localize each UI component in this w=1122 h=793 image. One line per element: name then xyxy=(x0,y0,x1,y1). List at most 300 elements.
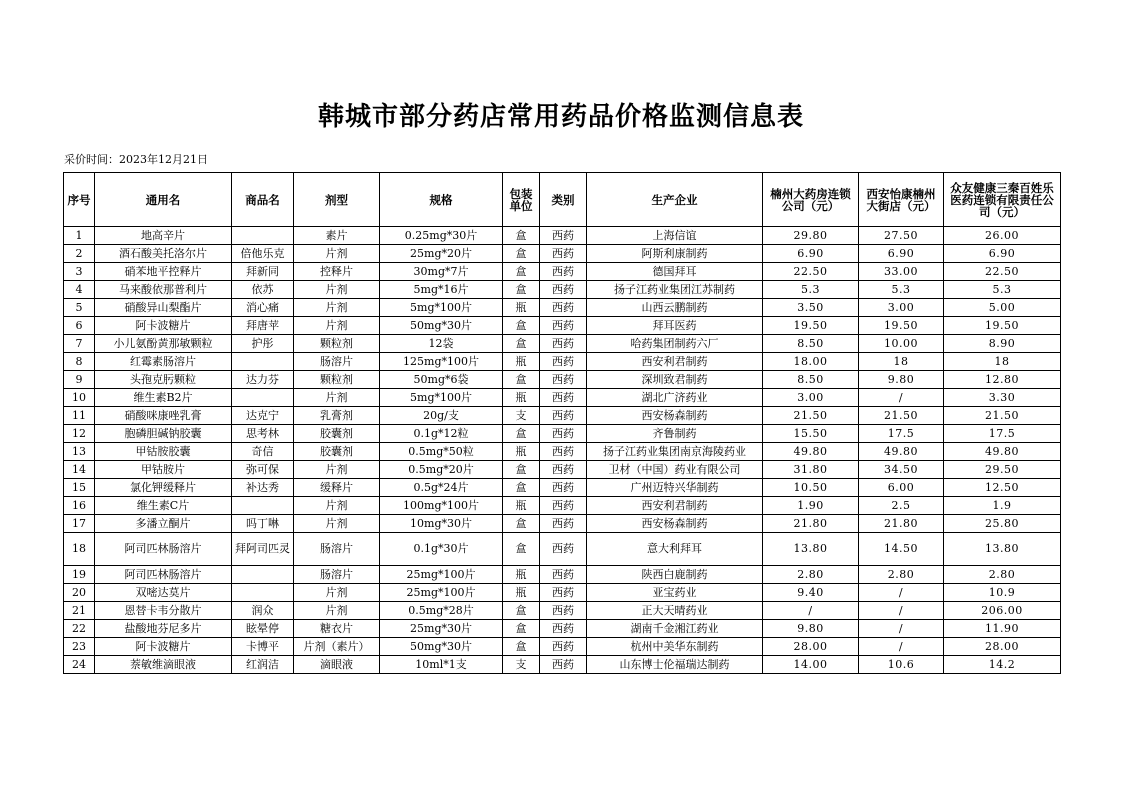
generic-name-cell: 阿司匹林肠溶片 xyxy=(95,533,232,566)
row-index-cell: 5 xyxy=(64,299,95,317)
col-store2-header: 西安怡康楠州大街店（元） xyxy=(859,173,944,227)
table-row xyxy=(64,515,1061,533)
col-store1-header: 楠州大药房连锁公司（元） xyxy=(763,173,859,227)
package-unit-cell: 盒 xyxy=(503,245,540,263)
package-unit-cell: 支 xyxy=(503,407,540,425)
category-cell: 西药 xyxy=(540,566,587,584)
price-store1-cell: 18.00 xyxy=(763,353,859,371)
dosage-form-cell: 片剂 xyxy=(294,317,380,335)
category-cell: 西药 xyxy=(540,227,587,245)
brand-name-cell xyxy=(232,227,294,245)
brand-name-cell: 达克宁 xyxy=(232,407,294,425)
manufacturer-cell: 哈药集团制药六厂 xyxy=(587,335,763,353)
dosage-form-cell: 肠溶片 xyxy=(294,566,380,584)
package-unit-cell: 盒 xyxy=(503,227,540,245)
generic-name-cell: 多潘立酮片 xyxy=(95,515,232,533)
brand-name-cell: 护彤 xyxy=(232,335,294,353)
brand-name-cell: 达力芬 xyxy=(232,371,294,389)
specification-cell: 0.5mg*28片 xyxy=(380,602,503,620)
brand-name-cell xyxy=(232,389,294,407)
col-maker-header: 生产企业 xyxy=(587,173,763,227)
table-row xyxy=(64,317,1061,335)
generic-name-cell: 马来酸依那普利片 xyxy=(95,281,232,299)
specification-cell: 100mg*100片 xyxy=(380,497,503,515)
col-generic-header: 通用名 xyxy=(95,173,232,227)
price-store3-cell: 22.50 xyxy=(944,263,1061,281)
row-index-cell: 15 xyxy=(64,479,95,497)
package-unit-cell: 盒 xyxy=(503,533,540,566)
category-cell: 西药 xyxy=(540,317,587,335)
manufacturer-cell: 上海信谊 xyxy=(587,227,763,245)
manufacturer-cell: 湖北广济药业 xyxy=(587,389,763,407)
table-row xyxy=(64,281,1061,299)
price-store1-cell: 8.50 xyxy=(763,371,859,389)
generic-name-cell: 甲钴胺胶囊 xyxy=(95,443,232,461)
row-index-cell: 1 xyxy=(64,227,95,245)
category-cell: 西药 xyxy=(540,479,587,497)
dosage-form-cell: 片剂（素片） xyxy=(294,638,380,656)
price-store1-cell: 21.80 xyxy=(763,515,859,533)
row-index-cell: 16 xyxy=(64,497,95,515)
row-index-cell: 24 xyxy=(64,656,95,674)
generic-name-cell: 恩替卡韦分散片 xyxy=(95,602,232,620)
manufacturer-cell: 亚宝药业 xyxy=(587,584,763,602)
price-store1-cell: 49.80 xyxy=(763,443,859,461)
price-store3-cell: 3.30 xyxy=(944,389,1061,407)
brand-name-cell: 拜唐苹 xyxy=(232,317,294,335)
generic-name-cell: 甲钴胺片 xyxy=(95,461,232,479)
package-unit-cell: 瓶 xyxy=(503,443,540,461)
package-unit-cell: 瓶 xyxy=(503,353,540,371)
specification-cell: 10ml*1支 xyxy=(380,656,503,674)
price-store3-cell: 28.00 xyxy=(944,638,1061,656)
price-store3-cell: 6.90 xyxy=(944,245,1061,263)
price-store2-cell: 33.00 xyxy=(859,263,944,281)
price-store2-cell: 18 xyxy=(859,353,944,371)
row-index-cell: 10 xyxy=(64,389,95,407)
col-store3-header: 众友健康三秦百姓乐医药连锁有限责任公司（元） xyxy=(944,173,1061,227)
package-unit-cell: 瓶 xyxy=(503,299,540,317)
brand-name-cell: 补达秀 xyxy=(232,479,294,497)
dosage-form-cell: 素片 xyxy=(294,227,380,245)
table-row xyxy=(64,497,1061,515)
row-index-cell: 8 xyxy=(64,353,95,371)
specification-cell: 12袋 xyxy=(380,335,503,353)
dosage-form-cell: 片剂 xyxy=(294,515,380,533)
price-store2-cell: 19.50 xyxy=(859,317,944,335)
col-index-header: 序号 xyxy=(64,173,95,227)
row-index-cell: 18 xyxy=(64,533,95,566)
generic-name-cell: 萘敏维滴眼液 xyxy=(95,656,232,674)
row-index-cell: 2 xyxy=(64,245,95,263)
brand-name-cell xyxy=(232,566,294,584)
price-store2-cell: / xyxy=(859,602,944,620)
price-store2-cell: 6.00 xyxy=(859,479,944,497)
specification-cell: 0.5g*24片 xyxy=(380,479,503,497)
price-store2-cell: 6.90 xyxy=(859,245,944,263)
package-unit-cell: 盒 xyxy=(503,620,540,638)
category-cell: 西药 xyxy=(540,299,587,317)
price-store3-cell: 19.50 xyxy=(944,317,1061,335)
package-unit-cell: 盒 xyxy=(503,317,540,335)
price-store3-cell: 8.90 xyxy=(944,335,1061,353)
specification-cell: 0.1g*12粒 xyxy=(380,425,503,443)
package-unit-cell: 盒 xyxy=(503,515,540,533)
price-store1-cell: 15.50 xyxy=(763,425,859,443)
brand-name-cell: 吗丁啉 xyxy=(232,515,294,533)
price-store3-cell: 12.80 xyxy=(944,371,1061,389)
price-store1-cell: 14.00 xyxy=(763,656,859,674)
table-row xyxy=(64,566,1061,584)
generic-name-cell: 维生素C片 xyxy=(95,497,232,515)
price-store1-cell: / xyxy=(763,602,859,620)
price-store3-cell: 14.2 xyxy=(944,656,1061,674)
price-store3-cell: 29.50 xyxy=(944,461,1061,479)
row-index-cell: 23 xyxy=(64,638,95,656)
category-cell: 西药 xyxy=(540,497,587,515)
specification-cell: 0.25mg*30片 xyxy=(380,227,503,245)
dosage-form-cell: 胶囊剂 xyxy=(294,425,380,443)
price-store2-cell: 34.50 xyxy=(859,461,944,479)
specification-cell: 10mg*30片 xyxy=(380,515,503,533)
category-cell: 西药 xyxy=(540,245,587,263)
dosage-form-cell: 片剂 xyxy=(294,602,380,620)
col-spec-header: 规格 xyxy=(380,173,503,227)
price-store1-cell: 10.50 xyxy=(763,479,859,497)
category-cell: 西药 xyxy=(540,371,587,389)
price-store3-cell: 1.9 xyxy=(944,497,1061,515)
manufacturer-cell: 德国拜耳 xyxy=(587,263,763,281)
row-index-cell: 14 xyxy=(64,461,95,479)
table-row xyxy=(64,353,1061,371)
specification-cell: 125mg*100片 xyxy=(380,353,503,371)
manufacturer-cell: 扬子江药业集团江苏制药 xyxy=(587,281,763,299)
row-index-cell: 13 xyxy=(64,443,95,461)
brand-name-cell xyxy=(232,353,294,371)
package-unit-cell: 支 xyxy=(503,656,540,674)
dosage-form-cell: 片剂 xyxy=(294,497,380,515)
brand-name-cell: 拜阿司匹灵 xyxy=(232,533,294,566)
brand-name-cell: 红润洁 xyxy=(232,656,294,674)
brand-name-cell: 消心痛 xyxy=(232,299,294,317)
price-store1-cell: 28.00 xyxy=(763,638,859,656)
price-store2-cell: 2.5 xyxy=(859,497,944,515)
manufacturer-cell: 卫材（中国）药业有限公司 xyxy=(587,461,763,479)
table-row xyxy=(64,371,1061,389)
specification-cell: 50mg*30片 xyxy=(380,317,503,335)
table-row xyxy=(64,638,1061,656)
price-store2-cell: 27.50 xyxy=(859,227,944,245)
generic-name-cell: 红霉素肠溶片 xyxy=(95,353,232,371)
col-category-header: 类别 xyxy=(540,173,587,227)
manufacturer-cell: 正大天晴药业 xyxy=(587,602,763,620)
category-cell: 西药 xyxy=(540,533,587,566)
category-cell: 西药 xyxy=(540,584,587,602)
price-store2-cell: 10.00 xyxy=(859,335,944,353)
table-row xyxy=(64,602,1061,620)
row-index-cell: 4 xyxy=(64,281,95,299)
dosage-form-cell: 片剂 xyxy=(294,461,380,479)
manufacturer-cell: 拜耳医药 xyxy=(587,317,763,335)
specification-cell: 30mg*7片 xyxy=(380,263,503,281)
price-store3-cell: 11.90 xyxy=(944,620,1061,638)
price-store1-cell: 9.40 xyxy=(763,584,859,602)
row-index-cell: 7 xyxy=(64,335,95,353)
price-store2-cell: 9.80 xyxy=(859,371,944,389)
category-cell: 西药 xyxy=(540,515,587,533)
specification-cell: 50mg*6袋 xyxy=(380,371,503,389)
dosage-form-cell: 片剂 xyxy=(294,281,380,299)
col-form-header: 剂型 xyxy=(294,173,380,227)
table-row xyxy=(64,443,1061,461)
price-store2-cell: / xyxy=(859,389,944,407)
price-store3-cell: 17.5 xyxy=(944,425,1061,443)
price-store1-cell: 3.00 xyxy=(763,389,859,407)
specification-cell: 25mg*100片 xyxy=(380,566,503,584)
row-index-cell: 17 xyxy=(64,515,95,533)
specification-cell: 50mg*30片 xyxy=(380,638,503,656)
price-store3-cell: 5.3 xyxy=(944,281,1061,299)
package-unit-cell: 瓶 xyxy=(503,389,540,407)
manufacturer-cell: 陕西白鹿制药 xyxy=(587,566,763,584)
price-store3-cell: 206.00 xyxy=(944,602,1061,620)
generic-name-cell: 氯化钾缓释片 xyxy=(95,479,232,497)
category-cell: 西药 xyxy=(540,443,587,461)
specification-cell: 25mg*30片 xyxy=(380,620,503,638)
price-store1-cell: 19.50 xyxy=(763,317,859,335)
specification-cell: 0.5mg*20片 xyxy=(380,461,503,479)
price-store3-cell: 18 xyxy=(944,353,1061,371)
row-index-cell: 21 xyxy=(64,602,95,620)
brand-name-cell xyxy=(232,497,294,515)
row-index-cell: 19 xyxy=(64,566,95,584)
specification-cell: 0.1g*30片 xyxy=(380,533,503,566)
table-row xyxy=(64,425,1061,443)
price-store1-cell: 2.80 xyxy=(763,566,859,584)
table-row xyxy=(64,533,1061,566)
dosage-form-cell: 片剂 xyxy=(294,389,380,407)
category-cell: 西药 xyxy=(540,353,587,371)
manufacturer-cell: 深圳致君制药 xyxy=(587,371,763,389)
brand-name-cell: 拜新同 xyxy=(232,263,294,281)
price-store3-cell: 5.00 xyxy=(944,299,1061,317)
manufacturer-cell: 广州迈特兴华制药 xyxy=(587,479,763,497)
table-row xyxy=(64,407,1061,425)
category-cell: 西药 xyxy=(540,335,587,353)
brand-name-cell: 奇信 xyxy=(232,443,294,461)
category-cell: 西药 xyxy=(540,638,587,656)
row-index-cell: 11 xyxy=(64,407,95,425)
dosage-form-cell: 胶囊剂 xyxy=(294,443,380,461)
page-title: 韩城市部分药店常用药品价格监测信息表 xyxy=(317,102,804,132)
generic-name-cell: 阿司匹林肠溶片 xyxy=(95,566,232,584)
manufacturer-cell: 扬子江药业集团南京海陵药业 xyxy=(587,443,763,461)
manufacturer-cell: 山东博士伦福瑞达制药 xyxy=(587,656,763,674)
generic-name-cell: 胞磷胆碱钠胶囊 xyxy=(95,425,232,443)
generic-name-cell: 头孢克肟颗粒 xyxy=(95,371,232,389)
generic-name-cell: 双嘧达莫片 xyxy=(95,584,232,602)
package-unit-cell: 盒 xyxy=(503,425,540,443)
price-store2-cell: 5.3 xyxy=(859,281,944,299)
price-store3-cell: 13.80 xyxy=(944,533,1061,566)
category-cell: 西药 xyxy=(540,281,587,299)
price-store1-cell: 6.90 xyxy=(763,245,859,263)
package-unit-cell: 盒 xyxy=(503,263,540,281)
dosage-form-cell: 肠溶片 xyxy=(294,353,380,371)
price-store1-cell: 1.90 xyxy=(763,497,859,515)
price-store3-cell: 12.50 xyxy=(944,479,1061,497)
generic-name-cell: 硝酸咪康唑乳膏 xyxy=(95,407,232,425)
table-row xyxy=(64,299,1061,317)
price-store2-cell: / xyxy=(859,584,944,602)
row-index-cell: 20 xyxy=(64,584,95,602)
price-store2-cell: 2.80 xyxy=(859,566,944,584)
price-store2-cell: 21.50 xyxy=(859,407,944,425)
table-header-row xyxy=(64,173,1061,227)
generic-name-cell: 盐酸地芬尼多片 xyxy=(95,620,232,638)
specification-cell: 20g/支 xyxy=(380,407,503,425)
price-store3-cell: 10.9 xyxy=(944,584,1061,602)
dosage-form-cell: 控释片 xyxy=(294,263,380,281)
generic-name-cell: 硝苯地平控释片 xyxy=(95,263,232,281)
price-table xyxy=(63,172,1061,674)
row-index-cell: 12 xyxy=(64,425,95,443)
survey-date: 采价时间：2023年12月21日 xyxy=(64,153,208,166)
package-unit-cell: 盒 xyxy=(503,479,540,497)
dosage-form-cell: 糖衣片 xyxy=(294,620,380,638)
manufacturer-cell: 湖南千金湘江药业 xyxy=(587,620,763,638)
manufacturer-cell: 阿斯利康制药 xyxy=(587,245,763,263)
brand-name-cell: 润众 xyxy=(232,602,294,620)
specification-cell: 5mg*100片 xyxy=(380,299,503,317)
dosage-form-cell: 片剂 xyxy=(294,299,380,317)
price-store2-cell: 10.6 xyxy=(859,656,944,674)
specification-cell: 25mg*100片 xyxy=(380,584,503,602)
package-unit-cell: 瓶 xyxy=(503,566,540,584)
price-store1-cell: 9.80 xyxy=(763,620,859,638)
package-unit-cell: 盒 xyxy=(503,371,540,389)
price-store1-cell: 29.80 xyxy=(763,227,859,245)
table-row xyxy=(64,389,1061,407)
package-unit-cell: 盒 xyxy=(503,602,540,620)
package-unit-cell: 盒 xyxy=(503,335,540,353)
table-row xyxy=(64,620,1061,638)
package-unit-cell: 盒 xyxy=(503,281,540,299)
package-unit-cell: 瓶 xyxy=(503,497,540,515)
manufacturer-cell: 西安利君制药 xyxy=(587,353,763,371)
table-row xyxy=(64,461,1061,479)
generic-name-cell: 硝酸异山梨酯片 xyxy=(95,299,232,317)
table-row xyxy=(64,335,1061,353)
price-store2-cell: 49.80 xyxy=(859,443,944,461)
dosage-form-cell: 乳膏剂 xyxy=(294,407,380,425)
price-store2-cell: / xyxy=(859,620,944,638)
specification-cell: 0.5mg*50粒 xyxy=(380,443,503,461)
generic-name-cell: 小儿氨酚黄那敏颗粒 xyxy=(95,335,232,353)
table-row xyxy=(64,584,1061,602)
manufacturer-cell: 山西云鹏制药 xyxy=(587,299,763,317)
price-store3-cell: 49.80 xyxy=(944,443,1061,461)
dosage-form-cell: 肠溶片 xyxy=(294,533,380,566)
category-cell: 西药 xyxy=(540,425,587,443)
brand-name-cell: 思考林 xyxy=(232,425,294,443)
price-store1-cell: 8.50 xyxy=(763,335,859,353)
table-row xyxy=(64,245,1061,263)
generic-name-cell: 阿卡波糖片 xyxy=(95,638,232,656)
row-index-cell: 6 xyxy=(64,317,95,335)
brand-name-cell: 眩晕停 xyxy=(232,620,294,638)
category-cell: 西药 xyxy=(540,263,587,281)
specification-cell: 5mg*16片 xyxy=(380,281,503,299)
manufacturer-cell: 齐鲁制药 xyxy=(587,425,763,443)
brand-name-cell: 弥可保 xyxy=(232,461,294,479)
price-store1-cell: 22.50 xyxy=(763,263,859,281)
col-brand-header: 商品名 xyxy=(232,173,294,227)
category-cell: 西药 xyxy=(540,389,587,407)
manufacturer-cell: 意大利拜耳 xyxy=(587,533,763,566)
col-unit-header: 包装单位 xyxy=(503,173,540,227)
table-row xyxy=(64,263,1061,281)
price-store1-cell: 13.80 xyxy=(763,533,859,566)
generic-name-cell: 酒石酸美托洛尔片 xyxy=(95,245,232,263)
price-store2-cell: 21.80 xyxy=(859,515,944,533)
category-cell: 西药 xyxy=(540,407,587,425)
price-store3-cell: 2.80 xyxy=(944,566,1061,584)
manufacturer-cell: 西安杨森制药 xyxy=(587,407,763,425)
dosage-form-cell: 滴眼液 xyxy=(294,656,380,674)
generic-name-cell: 阿卡波糖片 xyxy=(95,317,232,335)
table-row xyxy=(64,479,1061,497)
price-store2-cell: 17.5 xyxy=(859,425,944,443)
brand-name-cell: 依苏 xyxy=(232,281,294,299)
brand-name-cell: 卡博平 xyxy=(232,638,294,656)
price-store1-cell: 5.3 xyxy=(763,281,859,299)
price-store2-cell: 14.50 xyxy=(859,533,944,566)
price-store3-cell: 26.00 xyxy=(944,227,1061,245)
price-store3-cell: 21.50 xyxy=(944,407,1061,425)
category-cell: 西药 xyxy=(540,461,587,479)
specification-cell: 25mg*20片 xyxy=(380,245,503,263)
table-row xyxy=(64,656,1061,674)
table-row xyxy=(64,227,1061,245)
manufacturer-cell: 西安杨森制药 xyxy=(587,515,763,533)
dosage-form-cell: 颗粒剂 xyxy=(294,335,380,353)
price-store2-cell: 3.00 xyxy=(859,299,944,317)
package-unit-cell: 盒 xyxy=(503,461,540,479)
category-cell: 西药 xyxy=(540,620,587,638)
dosage-form-cell: 片剂 xyxy=(294,584,380,602)
generic-name-cell: 维生素B2片 xyxy=(95,389,232,407)
generic-name-cell: 地高辛片 xyxy=(95,227,232,245)
price-store3-cell: 25.80 xyxy=(944,515,1061,533)
row-index-cell: 3 xyxy=(64,263,95,281)
price-store1-cell: 21.50 xyxy=(763,407,859,425)
row-index-cell: 9 xyxy=(64,371,95,389)
brand-name-cell xyxy=(232,584,294,602)
brand-name-cell: 倍他乐克 xyxy=(232,245,294,263)
manufacturer-cell: 西安利君制药 xyxy=(587,497,763,515)
row-index-cell: 22 xyxy=(64,620,95,638)
specification-cell: 5mg*100片 xyxy=(380,389,503,407)
price-store2-cell: / xyxy=(859,638,944,656)
category-cell: 西药 xyxy=(540,602,587,620)
package-unit-cell: 盒 xyxy=(503,638,540,656)
dosage-form-cell: 片剂 xyxy=(294,245,380,263)
dosage-form-cell: 缓释片 xyxy=(294,479,380,497)
dosage-form-cell: 颗粒剂 xyxy=(294,371,380,389)
price-store1-cell: 31.80 xyxy=(763,461,859,479)
category-cell: 西药 xyxy=(540,656,587,674)
